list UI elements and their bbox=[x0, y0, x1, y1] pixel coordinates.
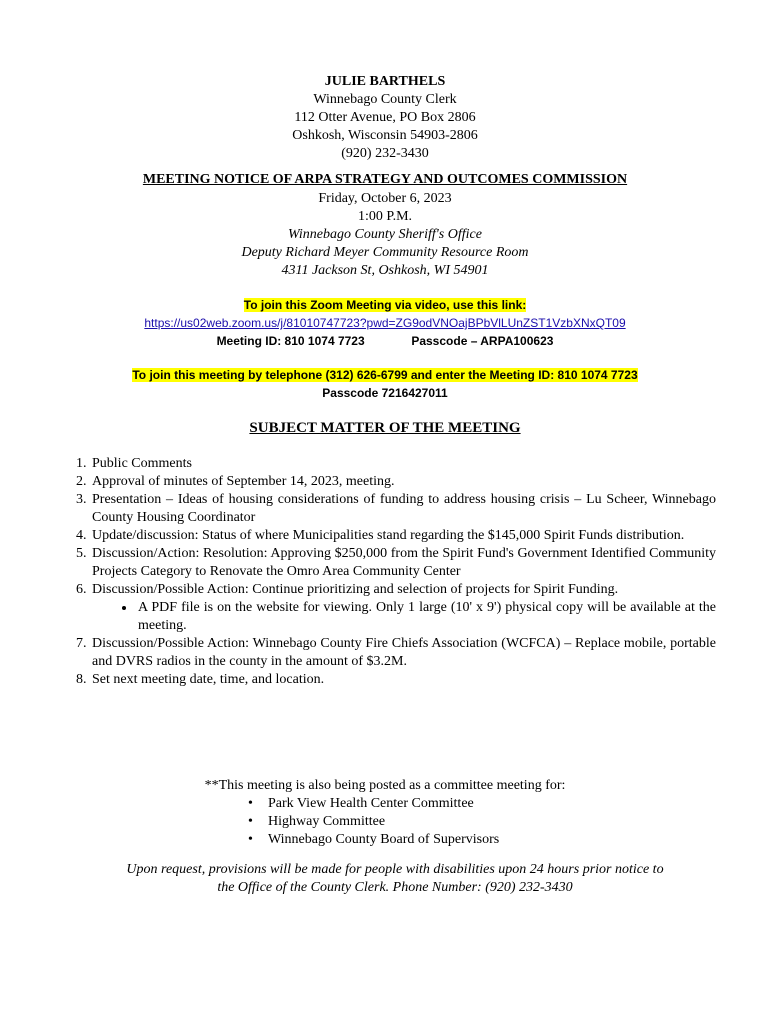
subject-heading: SUBJECT MATTER OF THE MEETING bbox=[249, 420, 521, 436]
zoom-meeting-id: Meeting ID: 810 1074 7723 bbox=[216, 334, 365, 348]
zoom-passcode: Passcode – ARPA100623 bbox=[411, 334, 554, 348]
agenda-sub-item: • A PDF file is on the website for viewing. Only 1 large (10' x 9') physical copy will be available at the meeting. bbox=[136, 599, 716, 635]
agenda-list bbox=[56, 455, 716, 689]
agenda-item: 8. Set next meeting date, time, and location. bbox=[90, 671, 716, 689]
zoom-video-label: To join this Zoom Meeting via video, use this link: bbox=[243, 298, 527, 312]
agenda-item: 2. Approval of minutes of September 14, 2023, meeting. bbox=[90, 473, 716, 491]
committee-item: • Park View Health Center Committee bbox=[248, 795, 770, 813]
committee-item: • Winnebago County Board of Supervisors bbox=[248, 831, 770, 849]
meeting-time: 1:00 P.M. bbox=[357, 209, 413, 224]
committee-list bbox=[248, 795, 770, 849]
clerk-name: JULIE BARTHELS bbox=[324, 74, 446, 89]
agenda-item: 3. Presentation – Ideas of housing considerations of funding to address housing crisis – Lu Scheer, Winnebago County Housing Coordinator bbox=[90, 491, 716, 527]
clerk-address-line-1: 112 Otter Avenue, PO Box 2806 bbox=[294, 110, 476, 125]
clerk-address-line-2: Oshkosh, Wisconsin 54903-2806 bbox=[292, 128, 478, 143]
accessibility-footer: Upon request, provisions will be made for people with disabilities upon 24 hours prior notice to the Office of the County Clerk. Phone Number: (920) 232-3430 bbox=[126, 862, 664, 895]
agenda-item: 1. Public Comments bbox=[90, 455, 716, 473]
committee-item: • Highway Committee bbox=[248, 813, 770, 831]
phone-join-label: To join this meeting by telephone (312) 626-6799 and enter the Meeting ID: 810 1074 7723 bbox=[132, 368, 638, 382]
clerk-title: Winnebago County Clerk bbox=[313, 92, 457, 107]
zoom-link[interactable]: https://us02web.zoom.us/j/81010747723?pwd=ZG9odVNOajBPbVlLUnZST1VzbXNxQT09 bbox=[144, 316, 626, 330]
agenda-item bbox=[90, 581, 716, 635]
agenda-item-text: Discussion/Possible Action: Continue prioritizing and selection of projects for Spirit Funding. bbox=[92, 582, 619, 597]
agenda-item: 7. Discussion/Possible Action: Winnebago County Fire Chiefs Association (WCFCA) – Replace mobile, portable and DVRS radios in the county in the amount of $3.2M. bbox=[90, 635, 716, 671]
committee-note: **This meeting is also being posted as a committee meeting for: bbox=[204, 778, 566, 793]
meeting-location-3: 4311 Jackson St, Oshkosh, WI 54901 bbox=[281, 263, 489, 278]
clerk-phone: (920) 232-3430 bbox=[341, 146, 429, 161]
notice-title: MEETING NOTICE OF ARPA STRATEGY AND OUTCOMES COMMISSION bbox=[142, 172, 628, 187]
committee-notes bbox=[0, 777, 770, 849]
meeting-location-2: Deputy Richard Meyer Community Resource Room bbox=[241, 245, 529, 260]
phone-passcode: Passcode 7216427011 bbox=[322, 386, 448, 400]
meeting-date: Friday, October 6, 2023 bbox=[318, 191, 452, 206]
agenda-item: 5. Discussion/Action: Resolution: Approving $250,000 from the Spirit Fund's Government Identified Community Projects Category to Renovate the Omro Area Community Center bbox=[90, 545, 716, 581]
meeting-location-1: Winnebago County Sheriff's Office bbox=[288, 227, 482, 242]
agenda-item: 4. Update/discussion: Status of where Municipalities stand regarding the $145,000 Spirit Funds distribution. bbox=[90, 527, 716, 545]
agenda-sub-list bbox=[92, 599, 716, 635]
